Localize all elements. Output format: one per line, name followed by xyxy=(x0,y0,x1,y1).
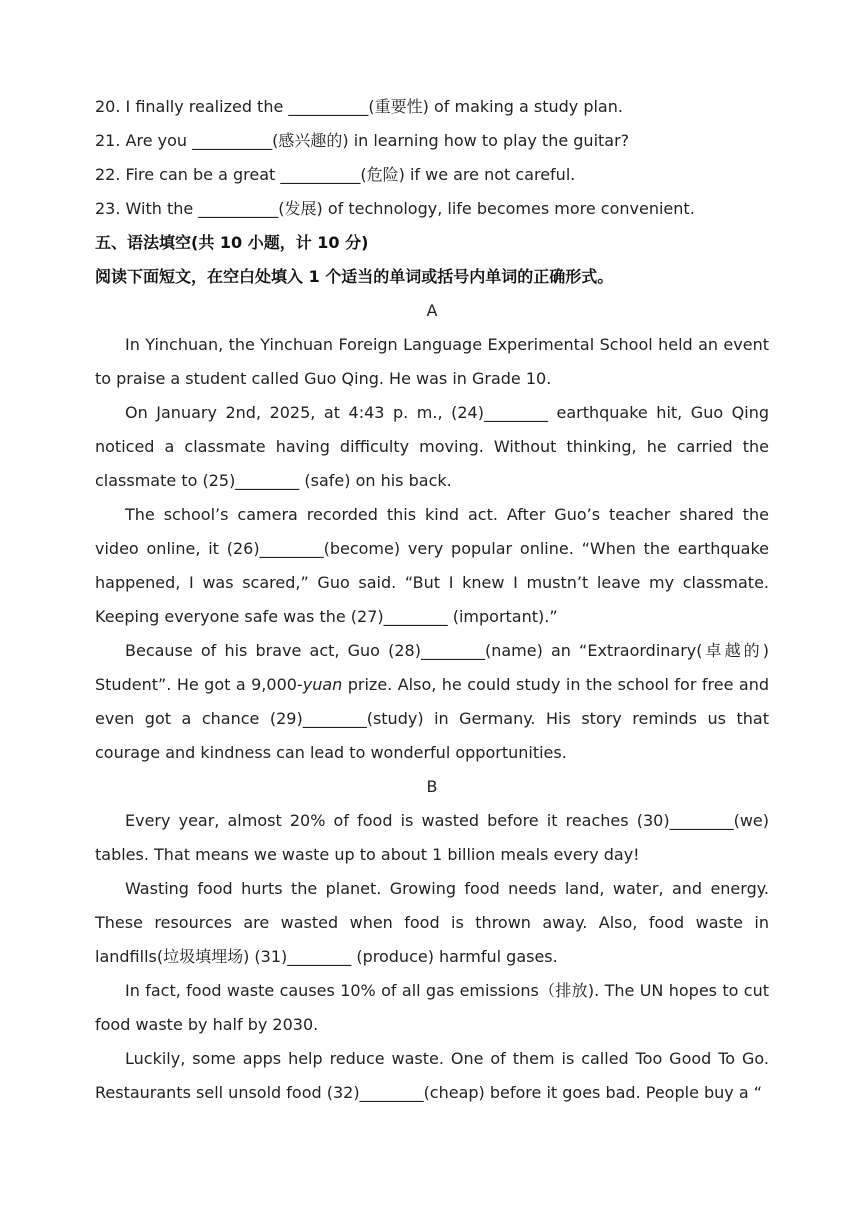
yuan-italic: yuan xyxy=(302,675,343,694)
document-page xyxy=(95,90,769,1110)
section-heading: 五、语法填空(共 10 小题，计 10 分) xyxy=(95,233,369,252)
question-21: 21. Are you __________(感兴趣的) in learning how to play the guitar? xyxy=(95,131,630,150)
passage-b-label: B xyxy=(426,777,438,796)
passage-a-paragraph-1: In Yinchuan, the Yinchuan Foreign Language Experimental School held an event to praise a student called Guo Qing. He was in Grade 10. xyxy=(95,335,769,388)
passage-b-paragraph-2: Wasting food hurts the planet. Growing food needs land, water, and energy. These resources are wasted when food is thrown away. Also, food waste in landfills(垃圾填埋场) (31)________ (produce) harmful gases. xyxy=(95,879,769,966)
passage-b-paragraph-1: Every year, almost 20% of food is wasted before it reaches (30)________(we) tables. That means we waste up to about 1 billion meals every day! xyxy=(95,811,769,864)
passage-a-paragraph-4-before: Because of his brave act, Guo (28)________(name) an “Extraordinary(卓越的) Student”. He got a 9,000- xyxy=(95,641,769,694)
question-23: 23. With the __________(发展) of technology, life becomes more convenient. xyxy=(95,199,695,218)
passage-b-paragraph-3: In fact, food waste causes 10% of all gas emissions（排放). The UN hopes to cut food waste by half by 2030. xyxy=(95,981,769,1034)
section-instruction: 阅读下面短文，在空白处填入 1 个适当的单词或括号内单词的正确形式。 xyxy=(95,267,614,286)
question-20: 20. I finally realized the __________(重要性) of making a study plan. xyxy=(95,97,623,116)
passage-a-paragraph-4 xyxy=(95,634,769,770)
passage-a-paragraph-4-after: prize. Also, he could study in the school for free and even got a chance (29)________(study) in Germany. His story reminds us that courage and kindness can lead to wonderful opportunities. xyxy=(95,675,770,762)
passage-a-label: A xyxy=(426,301,438,320)
passage-b-paragraph-4: Luckily, some apps help reduce waste. One of them is called Too Good To Go. Restaurants sell unsold food (32)________(cheap) before it goes bad. People buy a “ xyxy=(95,1049,769,1102)
question-22: 22. Fire can be a great __________(危险) if we are not careful. xyxy=(95,165,576,184)
passage-a-paragraph-2: On January 2nd, 2025, at 4:43 p. m., (24)________ earthquake hit, Guo Qing noticed a classmate having difficulty moving. Without thinking, he carried the classmate to (25)________ (safe) on his back. xyxy=(95,403,769,490)
passage-a-paragraph-3: The school’s camera recorded this kind act. After Guo’s teacher shared the video online, it (26)________(become) very popular online. “When the earthquake happened, I was scared,” Guo said. “But I knew I mustn’t leave my classmate. Keeping everyone safe was the (27)________ (important).” xyxy=(95,505,769,626)
